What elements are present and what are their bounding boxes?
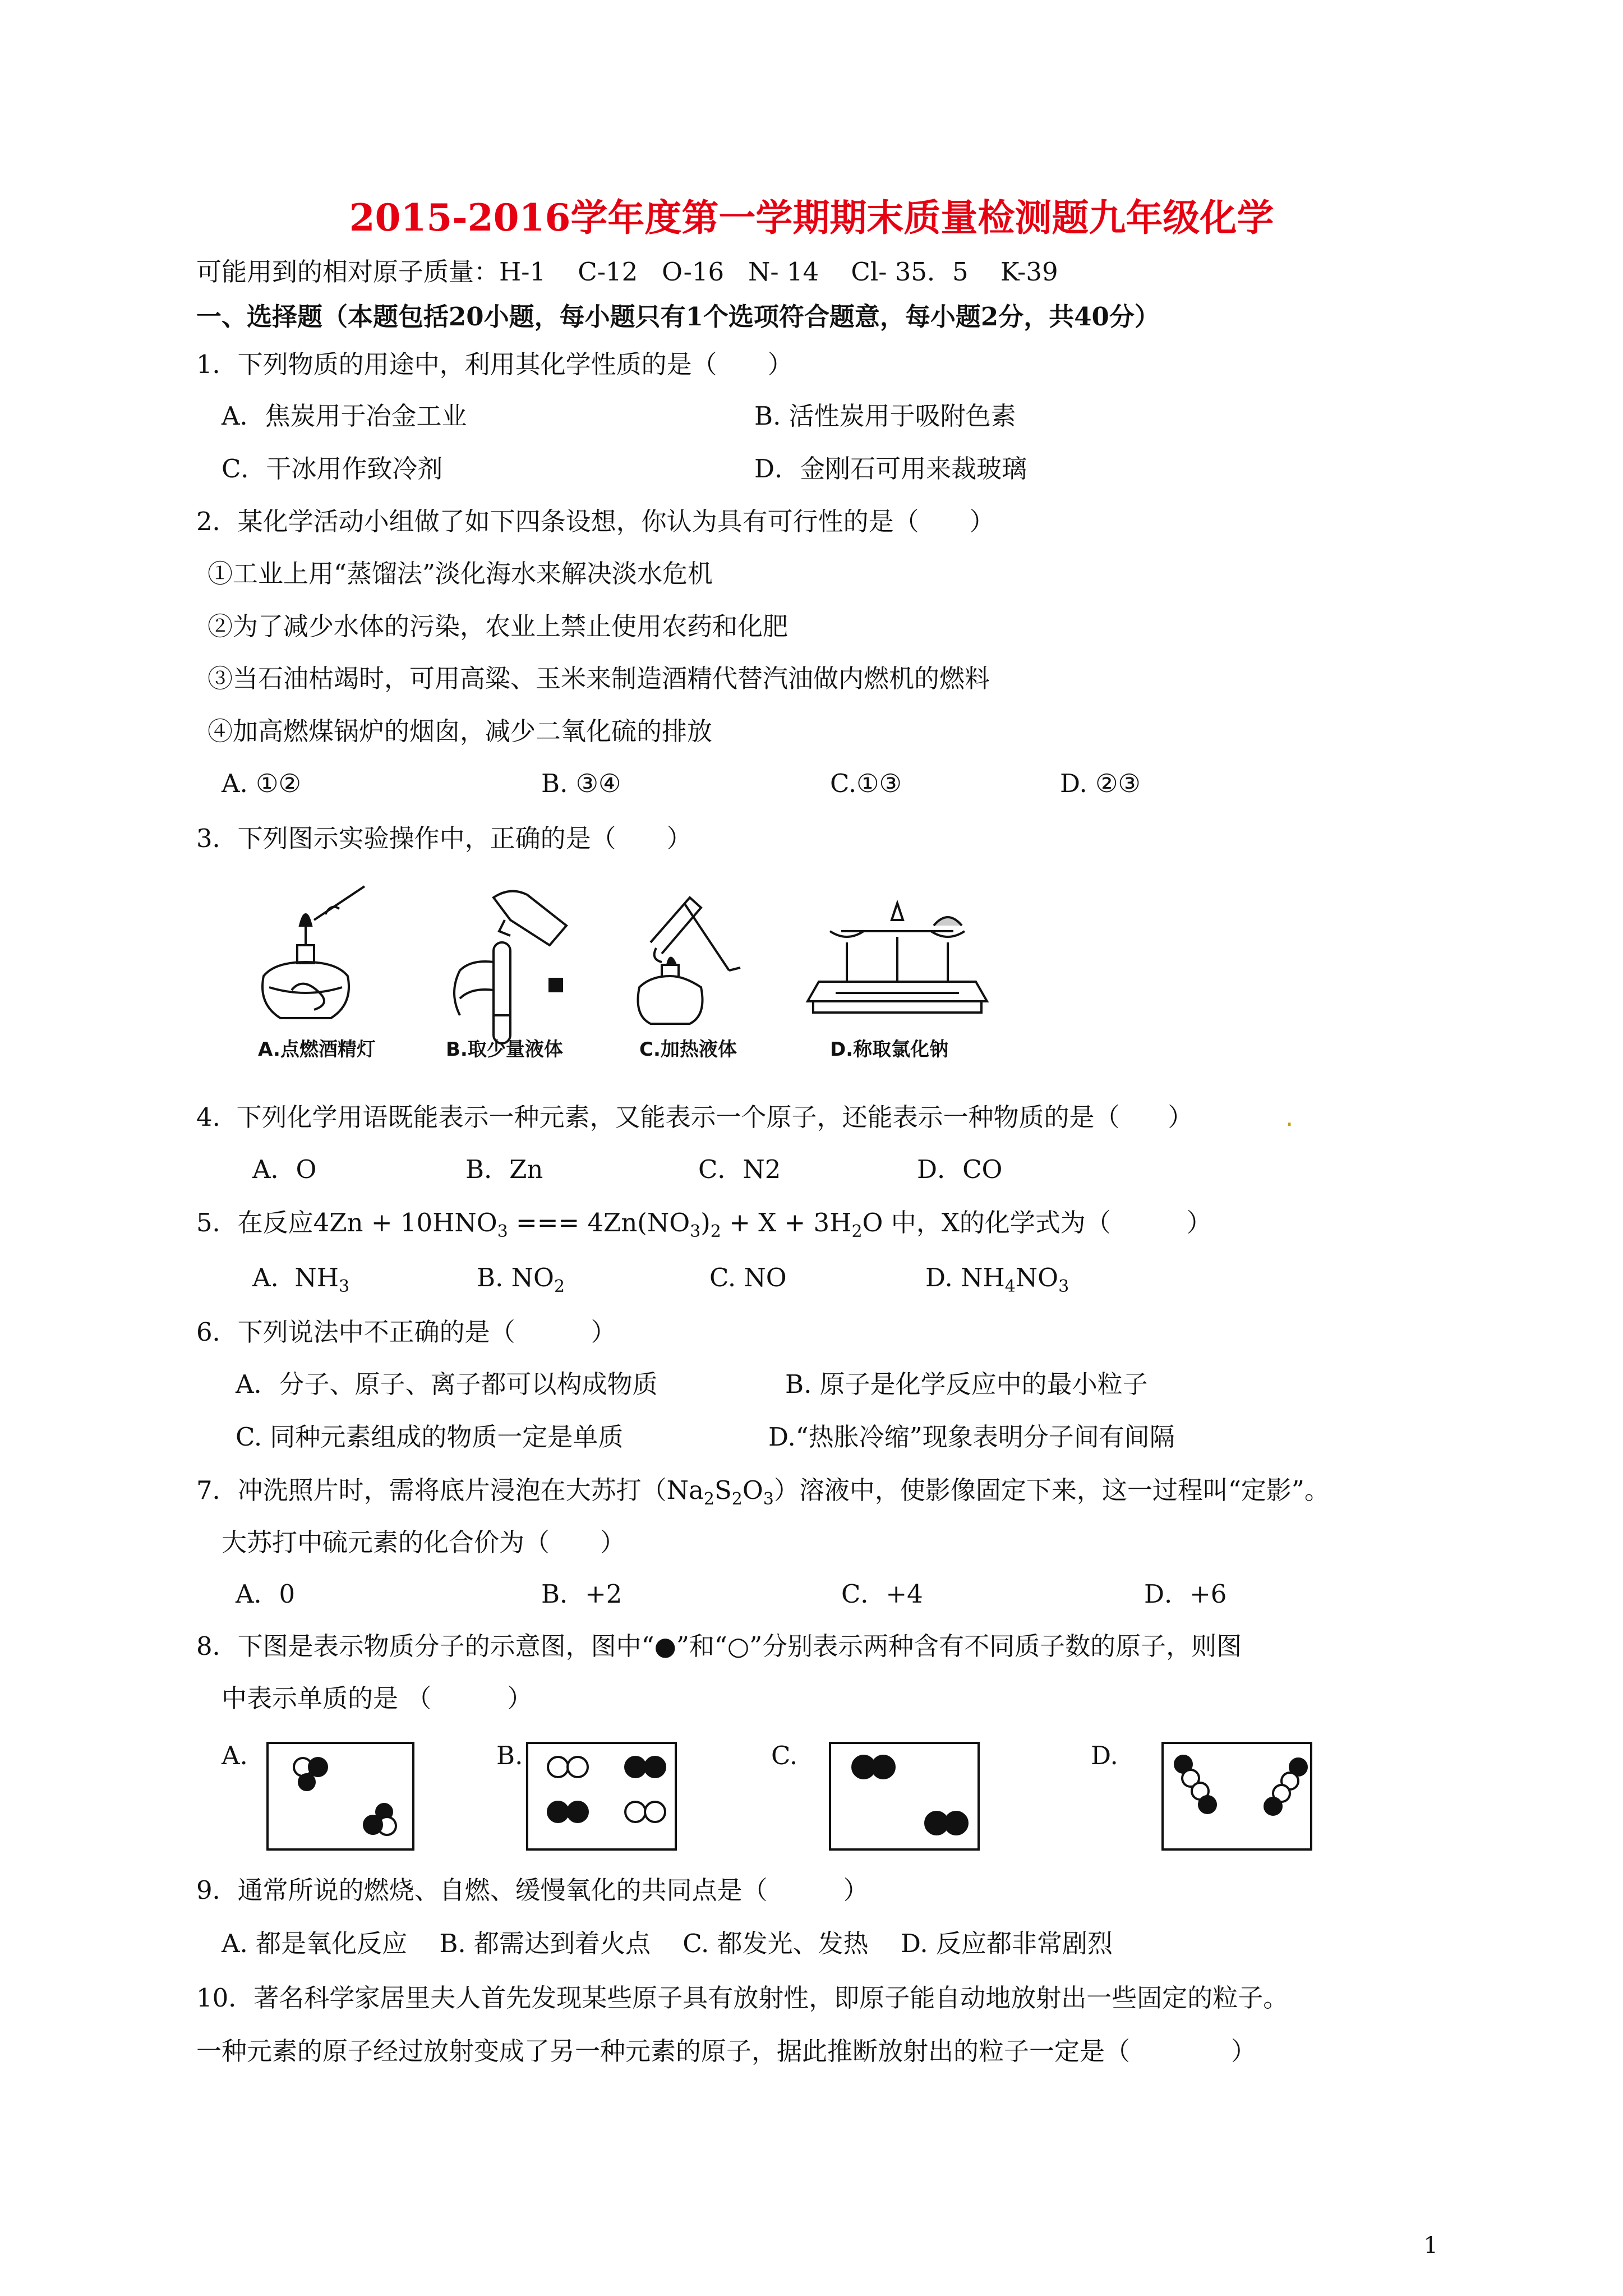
question-8-label-a: A. <box>222 1741 248 1770</box>
question-1-option-d: D．金刚石可用来裁玻璃 <box>754 454 1027 484</box>
question-2-item-3: ③当石油枯竭时，可用高粱、玉米来制造酒精代替汽油做内燃机的燃料 <box>208 664 990 693</box>
page-number: 1 <box>1423 2233 1438 2258</box>
question-5-stem: 5．在反应$4Zn + 10HNO_3$ === $4Zn(NO_3)_2 + X + 3H_2O$ 中，X的化学式为（ ） <box>196 1208 1212 1241</box>
question-8-line-1: 8．下图是表示物质分子的示意图，图中“●”和“○”分别表示两种含有不同质子数的原子，则图 <box>196 1631 1242 1661</box>
question-2-option-d: D. ②③ <box>1060 769 1141 798</box>
question-4-option-d: D．CO <box>917 1154 1003 1184</box>
question-2-item-1: ①工业上用“蒸馏法”淡化海水来解决淡水危机 <box>208 559 713 588</box>
balance-illustration <box>808 903 987 1013</box>
question-7-option-c: C．+4 <box>841 1579 923 1609</box>
molecule-diagrams <box>266 1742 1321 1860</box>
alcohol-lamp-illustration <box>262 886 365 1018</box>
question-2-option-c: C.①③ <box>830 769 902 798</box>
question-5-option-b: B. $NO_2$ <box>477 1263 565 1296</box>
question-1-stem: 1．下列物质的用途中，利用其化学性质的是（ ） <box>196 349 793 379</box>
question-10-line-2: 一种元素的原子经过放射变成了另一种元素的原子，据此推断放射出的粒子一定是（ ） <box>196 2036 1257 2066</box>
lab-operations-figure <box>247 864 1043 1066</box>
question-2-item-4: ④加高燃煤锅炉的烟囱，减少二氧化硫的排放 <box>208 716 713 746</box>
question-4-option-b: B．Zn <box>465 1154 543 1184</box>
question-6-option-c: C. 同种元素组成的物质一定是单质 <box>236 1422 624 1452</box>
fig-caption-b: B.取少量液体 <box>446 1038 563 1061</box>
question-2-option-a: A. ①② <box>222 769 301 798</box>
question-4-option-c: C．N2 <box>698 1154 781 1184</box>
question-10-line-1: 10．著名科学家居里夫人首先发现某些原子具有放射性，即原子能自动地放射出一些固定的粒子。 <box>196 1983 1289 2013</box>
heating-liquid-illustration <box>638 898 741 1024</box>
question-5-option-d: D. $NH_4NO_3$ <box>925 1263 1069 1296</box>
atomic-mass-line: 可能用到的相对原子质量：H-1 C-12 O-16 N- 14 Cl- 35．5 K-39 <box>196 257 1058 287</box>
question-9-stem: 9．通常所说的燃烧、自燃、缓慢氧化的共同点是（ ） <box>196 1875 869 1905</box>
question-7-option-d: D．+6 <box>1144 1579 1227 1609</box>
question-4-option-a: A．O <box>252 1154 317 1184</box>
question-6-option-b: B. 原子是化学反应中的最小粒子 <box>785 1369 1148 1399</box>
question-1-option-c: C．干冰用作致冷剂 <box>222 454 443 484</box>
question-3-stem: 3．下列图示实验操作中，正确的是（ ） <box>196 823 692 853</box>
question-9-options: A. 都是氧化反应 B. 都需达到着火点 C. 都发光、发热 D. 反应都非常剧烈 <box>222 1929 1113 1958</box>
question-2-stem: 2．某化学活动小组做了如下四条设想，你认为具有可行性的是（ ） <box>196 507 995 536</box>
question-5-option-c: C. NO <box>709 1263 787 1292</box>
question-4-stem: 4. 下列化学用语既能表示一种元素，又能表示一个原子，还能表示一种物质的是（ ） <box>196 1102 1193 1132</box>
question-6-stem: 6．下列说法中不正确的是（ ） <box>196 1317 616 1347</box>
question-8-label-b: B. <box>496 1741 523 1770</box>
stray-dot-mark: . <box>1285 1102 1294 1132</box>
question-1-option-a: A．焦炭用于冶金工业 <box>222 401 467 431</box>
question-7-line-2: 大苏打中硫元素的化合价为（ ） <box>222 1527 626 1557</box>
question-8-label-c: C. <box>771 1741 798 1770</box>
question-7-option-a: A．0 <box>236 1579 296 1609</box>
question-2-item-2: ②为了减少水体的污染，农业上禁止使用农药和化肥 <box>208 611 789 641</box>
fig-caption-c: C.加热液体 <box>639 1038 737 1061</box>
question-6-option-d: D.“热胀冷缩”现象表明分子间有间隔 <box>768 1422 1175 1452</box>
question-5-option-a: A. $NH_3$ <box>252 1263 350 1296</box>
fig-caption-a: A.点燃酒精灯 <box>258 1038 376 1061</box>
question-2-option-b: B. ③④ <box>541 769 621 798</box>
fig-caption-d: D.称取氯化钠 <box>830 1038 949 1061</box>
question-7-option-b: B．+2 <box>541 1579 623 1609</box>
question-8-line-2: 中表示单质的是 （ ） <box>222 1683 533 1713</box>
question-7-line-1: 7．冲洗照片时，需将底片浸泡在大苏打$(Na_2S_2O_3)$溶液中，使影像固定下来，这一过程叫“定影”。 <box>196 1475 1330 1509</box>
exam-title: 2015-2016学年度第一学期期末质量检测题九年级化学 <box>349 196 1274 240</box>
question-6-option-a: A．分子、原子、离子都可以构成物质 <box>236 1369 658 1399</box>
pouring-liquid-illustration <box>454 891 566 1043</box>
section-heading: 一、选择题（本题包括20小题，每小题只有1个选项符合题意，每小题2分，共40分） <box>196 302 1160 332</box>
question-8-label-d: D. <box>1091 1741 1118 1770</box>
question-1-option-b: B. 活性炭用于吸附色素 <box>754 401 1016 431</box>
